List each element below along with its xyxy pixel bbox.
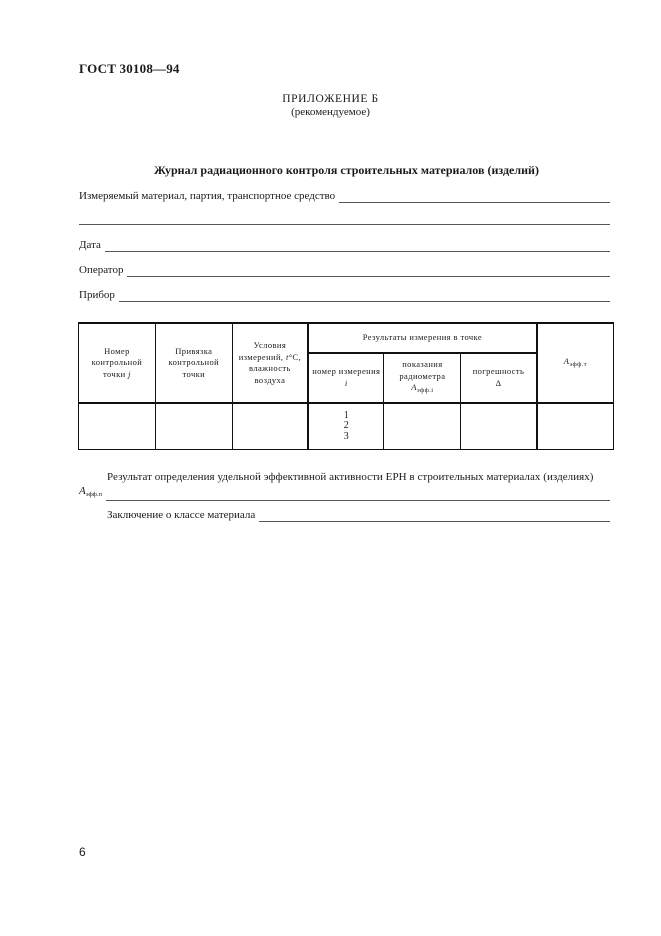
measurement-log-table (78, 322, 614, 450)
field-operator (79, 264, 610, 277)
cell-conditions[interactable] (232, 403, 308, 450)
result-input[interactable] (106, 490, 610, 501)
header-point-number (79, 323, 156, 403)
measurement-number: 3 (343, 430, 349, 442)
measurement-number: 1 (343, 409, 349, 421)
cell-binding[interactable] (155, 403, 232, 450)
header-conditions-line2: °С, влажность воздуха (249, 351, 302, 385)
header-measurement-number-var: i (344, 377, 348, 388)
header-results-group: Результаты измерения в точке (308, 323, 537, 353)
header-conditions (232, 323, 308, 403)
conclusion-input[interactable] (259, 511, 610, 522)
cell-readings[interactable] (384, 403, 461, 450)
field-date (79, 239, 610, 252)
appendix-title: ПРИЛОЖЕНИЕ Б (282, 93, 379, 105)
result-var-label (79, 485, 106, 501)
header-radiometer-readings-text: показания радиометра (399, 359, 446, 381)
header-error-symbol: Δ (495, 377, 502, 388)
cell-measurement-numbers (308, 403, 384, 450)
field-operator-label: Оператор (79, 264, 124, 276)
field-date-label: Дата (79, 239, 101, 251)
field-operator-input[interactable] (127, 266, 610, 277)
header-radiometer-readings (384, 353, 461, 403)
header-radiometer-readings-sub: эфф.i (416, 387, 434, 395)
field-device-input[interactable] (119, 291, 610, 302)
conclusion-field (107, 509, 610, 522)
field-device (79, 289, 610, 302)
cell-a-eff-t[interactable] (537, 403, 614, 450)
header-error (461, 353, 537, 403)
measurement-number: 2 (343, 420, 349, 432)
field-date-input[interactable] (105, 241, 610, 252)
result-var-sub: эфф.п (85, 491, 102, 498)
header-point-number-text: Номер контрольной точки (91, 345, 143, 379)
header-conditions-var: t (285, 351, 289, 362)
header-a-eff-t-sub: эфф.т (569, 360, 587, 368)
field-device-label: Прибор (79, 289, 115, 301)
result-var: A (79, 485, 86, 497)
header-conditions-line1: Условия измерений, (238, 340, 287, 362)
header-measurement-number-text: номер измерения (312, 366, 381, 377)
header-measurement-number (308, 353, 384, 403)
cell-point[interactable] (79, 403, 156, 450)
conclusion-label: Заключение о классе материала (107, 509, 256, 521)
header-a-eff-t (537, 323, 614, 403)
appendix-status: (рекомендуемое) (291, 106, 370, 118)
result-field (79, 485, 610, 501)
header-error-text: погрешность (472, 366, 525, 377)
result-description: Результат определения удельной эффективной активности ЕРН в строительных материалах (изделиях) (107, 471, 594, 483)
field-material (79, 190, 610, 203)
cell-error[interactable] (461, 403, 537, 450)
header-radiometer-readings-var: A (411, 382, 417, 393)
page-number: 6 (79, 845, 86, 859)
standard-code: ГОСТ 30108—94 (79, 61, 180, 76)
field-material-input[interactable] (339, 192, 610, 203)
field-material-continuation-line[interactable] (79, 224, 610, 225)
journal-title: Журнал радиационного контроля строительных материалов (изделий) (154, 163, 539, 177)
header-point-binding: Привязка контрольной точки (155, 323, 232, 403)
header-a-eff-t-var: A (563, 355, 570, 366)
header-point-number-var: j (128, 368, 131, 379)
table-row (79, 403, 614, 450)
field-material-label: Измеряемый материал, партия, транспортное средство (79, 190, 336, 202)
